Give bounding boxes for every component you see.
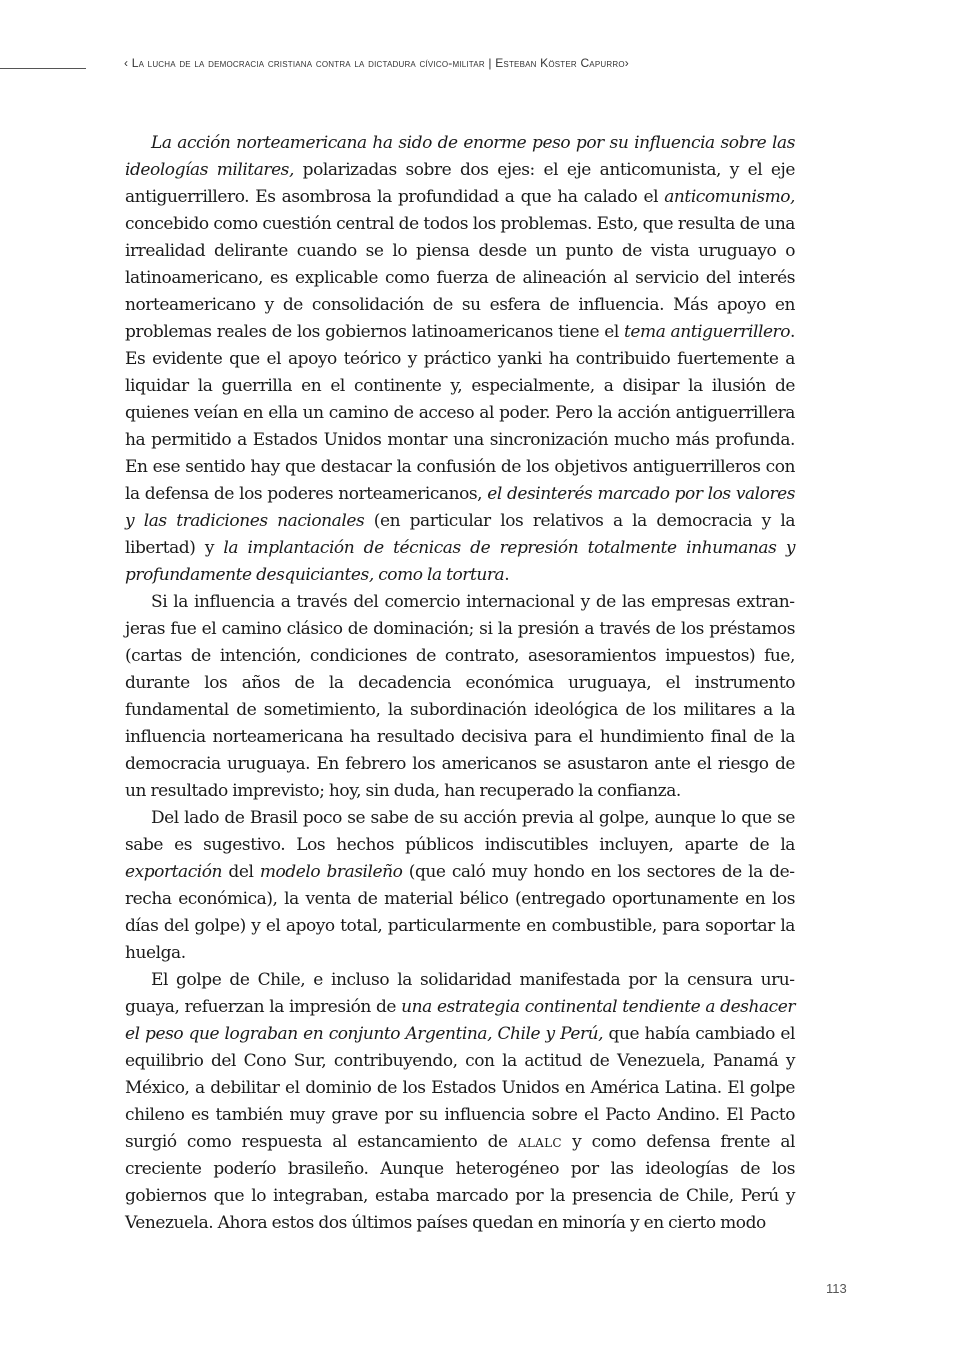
italic-run: anticomunismo, — [664, 187, 795, 207]
text-run: Si la influencia a través del comercio internacional y de las empresas extranjeras fue el camino clásico de dominación; si la presión a través de los préstamos (cartas de intención, condiciones de contrato, asesoramientos impuestos) fue, durante los años de la decadencia económica uruguaya, el instrumento fundamental de sometimiento, la subordinación ideológica de los militares a la influencia norteamericana ha resultado decisiva para el hundimiento final de la democracia uruguaya. En febrero los americanos se asustaron ante el riesgo de un resultado imprevisto; hoy, sin duda, han recuperado la confianza. — [125, 592, 795, 801]
text-run: Del lado de Brasil poco se sabe de su acción previa al golpe, aunque lo que se sabe es sugestivo. Los hechos públicos indiscutibles incluyen, aparte de la — [125, 808, 795, 855]
page-number: 113 — [826, 1281, 847, 1296]
italic-run: La acción norteamericana ha sido de enorme peso por su influencia sobre las ideologías militares, — [125, 133, 795, 180]
text-run: del — [222, 862, 260, 882]
paragraph — [125, 805, 795, 967]
italic-run: la implantación de técnicas de represión totalmente inhumanas y profundamente desquiciantes, como la tortura — [125, 538, 795, 585]
text-run: El golpe de Chile, e incluso la solidaridad manifestada por la censura uruguaya, refuerzan la impresión de — [125, 970, 795, 1017]
text-run: . Es evidente que el apoyo teórico y práctico yanki ha contribuido fuertemente a liquidar la guerrilla en el continente y, especialmente, a disipar la ilusión de quienes veían en ella un camino de acceso al poder. Pero la acción antiguerrillera ha permitido a Estados Unidos montar una sincronización mucho más profunda. En ese sentido hay que destacar la confusión de los objetivos antiguerrilleros con la defensa de los poderes norteamericanos, — [125, 322, 795, 504]
paragraph — [125, 130, 795, 589]
text-run: . — [504, 565, 510, 585]
small-caps-run: alalc — [517, 1132, 562, 1152]
text-run: (que caló muy hondo en los sectores de la derecha económica), la venta de material bélico (entregado oportunamente en los días del golpe) y el apoyo total, particularmente en combustible, para soportar la huelga. — [125, 862, 795, 963]
italic-run: modelo brasileño — [259, 862, 403, 882]
text-run: concebido como cuestión central de todos los problemas. Esto, que resulta de una irrealidad delirante cuando se lo piensa desde un punto de vista uruguayo o latinoamericano, es explicable como fuerza de alineación al servicio del interés norteamericano y de consolidación de su esfera de influencia. Más apoyo en problemas reales de los gobiernos latinoamericanos tiene el — [125, 214, 795, 342]
italic-run: tema antiguerrillero — [624, 322, 791, 342]
text-run: y como defensa frente al creciente poderío brasileño. Aunque heterogéneo por las ideologías de los gobiernos que lo integraban, estaba marcado por la presencia de Chile, Perú y Venezuela. Ahora estos dos últimos países quedan en minoría y en cierto modo — [125, 1132, 795, 1233]
italic-run: exportación — [125, 862, 223, 882]
italic-run: una estrategia continental tendiente a deshacer el peso que lograban en conjunto Argentina, Chile y Perú, — [125, 997, 796, 1044]
body-text — [125, 130, 795, 1237]
paragraph — [125, 967, 795, 1237]
running-head: ‹ La lucha de la democracia cristiana contra la dictadura cívico-militar | Esteban Köster Capurro› — [124, 56, 629, 70]
text-run: (en particular los relativos a la democracia y la libertad) y — [125, 511, 796, 558]
paragraph — [125, 589, 795, 805]
italic-run: el desinterés marcado por los valores y las tradiciones nacionales — [125, 484, 796, 531]
text-run: que había cambiado el equilibrio del Cono Sur, contribuyendo, con la actitud de Venezuela, Panamá y México, a debilitar el dominio de los Estados Unidos en América Latina. El golpe chileno es también muy grave por su influencia sobre el Pacto Andino. El Pacto surgió como respuesta al estancamiento de — [125, 1024, 795, 1152]
header-rule — [0, 68, 86, 69]
text-run: polarizadas sobre dos ejes: el eje anticomunista, y el eje antiguerrillero. Es asombrosa la profundidad a que ha calado el — [125, 160, 795, 207]
